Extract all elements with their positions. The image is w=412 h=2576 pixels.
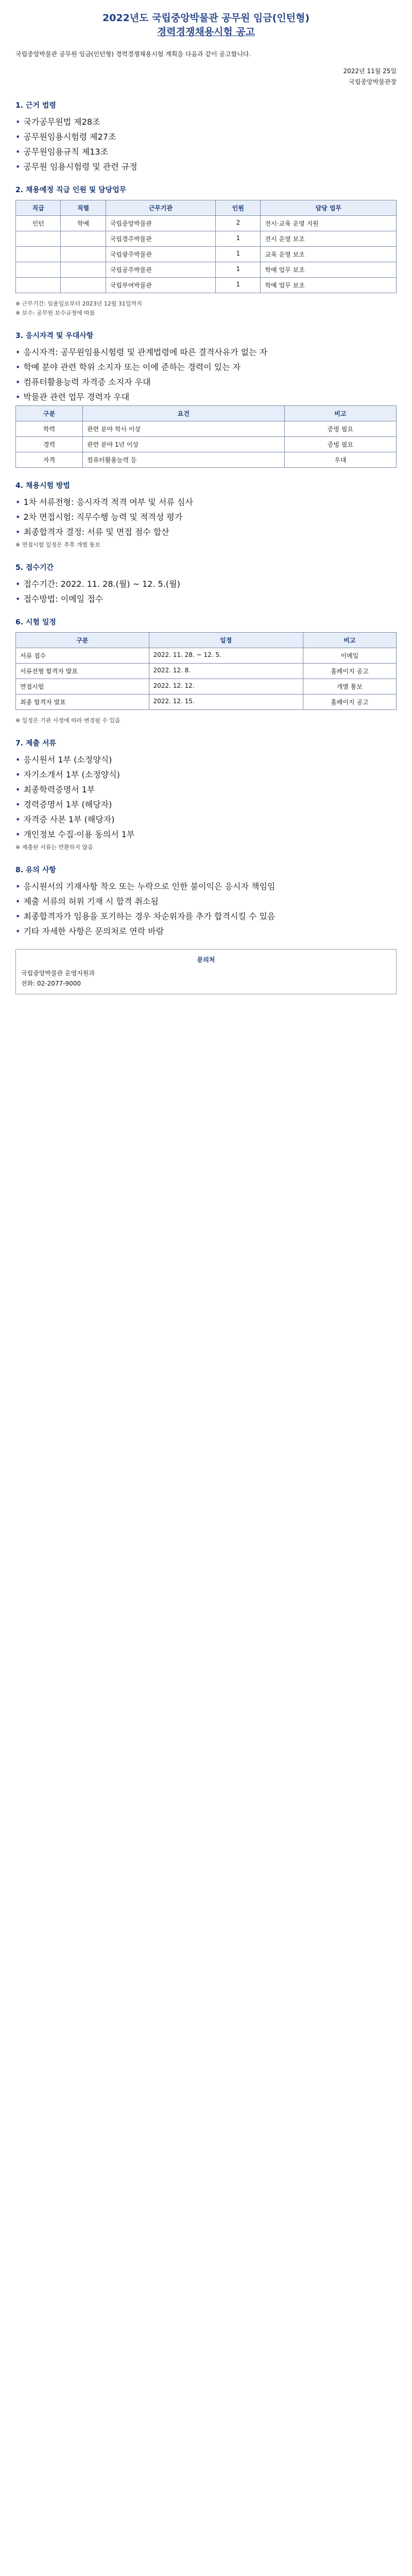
footer-line: 전화: 02-2077-9000 <box>21 980 81 987</box>
section-4-note: ※ 면접시험 일정은 추후 개별 통보 <box>15 541 100 548</box>
bullet-icon: • <box>15 347 21 357</box>
section-1-item: • 국가공무원법 제28조 <box>15 117 100 127</box>
section-8-item: • 최종합격자가 임용을 포기하는 경우 차순위자를 추가 합격시킬 수 있음 <box>15 911 276 921</box>
table-row: 국립부여박물관 1 학예 업무 보조 <box>16 278 397 293</box>
title-line2: 경력경쟁채용시험 공고 <box>157 26 255 38</box>
section-3-item: • 컴퓨터활용능력 자격증 소지자 우대 <box>15 377 151 387</box>
section-1-list <box>15 115 397 172</box>
bullet-icon: • <box>15 882 21 891</box>
section-8-title: 8. 유의 사항 <box>15 866 56 874</box>
bullet-icon: • <box>15 896 21 906</box>
table-header: 담당 업무 <box>261 200 397 216</box>
section-5-item: • 접수방법: 이메일 접수 <box>15 594 104 604</box>
section-3-item: • 응시자격: 공무원임용시험령 및 관계법령에 따른 결격사유가 없는 자 <box>15 347 268 357</box>
table-row: 서류전형 합격자 발표 2022. 12. 8. 홈페이지 공고 <box>16 664 397 679</box>
bullet-icon: • <box>15 911 21 921</box>
section-1-item: • 공무원임용규칙 제13조 <box>15 147 108 157</box>
section-2-note: ※ 근무기간: 임용일로부터 2023년 12월 31일까지 ※ 보수: 공무원 보수규정에 따름 <box>15 300 142 316</box>
table-row: 경력 관련 분야 1년 이상 증빙 필요 <box>16 437 397 452</box>
bullet-icon: • <box>15 770 21 779</box>
intro-text: 국립중앙박물관 공무원 임금(인턴형) 경력경쟁채용시험 계획을 다음과 같이 공고합니다. <box>15 50 251 58</box>
bullet-icon: • <box>15 755 21 765</box>
bullet-icon: • <box>15 785 21 794</box>
section-6-table <box>15 632 397 710</box>
section-2-title: 2. 채용예정 직급 인원 및 담당업무 <box>15 186 127 194</box>
table-row: 최종 합격자 발표 2022. 12. 15. 홈페이지 공고 <box>16 694 397 710</box>
bullet-icon: • <box>15 512 21 522</box>
section-5-title: 5. 접수기간 <box>15 564 54 572</box>
section-3-item: • 박물관 관련 업무 경력자 우대 <box>15 392 130 402</box>
table-header: 직급 <box>16 200 61 216</box>
section-6-title: 6. 시험 일정 <box>15 618 56 626</box>
table-header: 근무기관 <box>106 200 215 216</box>
title-block <box>15 10 397 38</box>
section-6-note: ※ 일정은 기관 사정에 따라 변경될 수 있음 <box>15 717 121 724</box>
table-header: 구분 <box>16 406 83 421</box>
table-header: 인원 <box>216 200 261 216</box>
meta-block <box>15 66 397 88</box>
bullet-icon: • <box>15 362 21 372</box>
meta-org: 국립중앙박물관장 <box>349 78 397 86</box>
section-7-title: 7. 제출 서류 <box>15 739 56 748</box>
bullet-icon: • <box>15 815 21 824</box>
bullet-icon: • <box>15 594 21 604</box>
section-7-item: • 개인정보 수집·이용 동의서 1부 <box>15 829 135 839</box>
table-header: 비고 <box>303 633 396 648</box>
bullet-icon: • <box>15 162 21 172</box>
bullet-icon: • <box>15 800 21 809</box>
table-row: 인턴 학예 국립중앙박물관 2 전시·교육 운영 지원 <box>16 216 397 231</box>
bullet-icon: • <box>15 132 21 142</box>
table-row: 국립광주박물관 1 교육 운영 보조 <box>16 247 397 262</box>
table-row: 학력 관련 분야 학사 이상 증빙 필요 <box>16 421 397 437</box>
section-7-item: • 최종학력증명서 1부 <box>15 785 95 794</box>
table-header: 직렬 <box>61 200 106 216</box>
section-7-item: • 자기소개서 1부 (소정양식) <box>15 770 120 779</box>
table-header: 요건 <box>82 406 284 421</box>
table-header: 일정 <box>149 633 303 648</box>
footer-box <box>15 949 397 994</box>
section-4-item: • 1차 서류전형: 응시자격 적격 여부 및 서류 심사 <box>15 497 193 507</box>
footer-title: 문의처 <box>197 956 215 963</box>
section-5-item: • 접수기간: 2022. 11. 28.(월) ~ 12. 5.(월) <box>15 579 180 589</box>
section-3-title: 3. 응시자격 및 우대사항 <box>15 332 94 340</box>
footer-line: 국립중앙박물관 운영지원과 <box>21 970 95 977</box>
section-8-item: • 제출 서류의 허위 기재 시 합격 취소됨 <box>15 896 159 906</box>
table-row: 면접시험 2022. 12. 12. 개별 통보 <box>16 679 397 694</box>
section-8-list <box>15 880 397 937</box>
section-1-item: • 공무원 임용시험령 및 관련 규정 <box>15 162 138 172</box>
bullet-icon: • <box>15 117 21 127</box>
table-row: 서류 접수 2022. 11. 28. ~ 12. 5. 이메일 <box>16 648 397 664</box>
section-1-item: • 공무원임용시험령 제27조 <box>15 132 116 142</box>
section-2-table <box>15 200 397 293</box>
section-3-table <box>15 405 397 468</box>
table-header: 비고 <box>284 406 396 421</box>
table-row: 자격 컴퓨터활용능력 등 우대 <box>16 452 397 468</box>
bullet-icon: • <box>15 829 21 839</box>
section-7-item: • 응시원서 1부 (소정양식) <box>15 755 112 765</box>
section-7-item: • 자격증 사본 1부 (해당자) <box>15 815 115 824</box>
table-row: 국립경주박물관 1 전시 운영 보조 <box>16 231 397 247</box>
bullet-icon: • <box>15 377 21 387</box>
section-4-item: • 최종합격자 결정: 서류 및 면접 점수 합산 <box>15 527 169 537</box>
section-4-title: 4. 채용시험 방법 <box>15 482 70 490</box>
bullet-icon: • <box>15 497 21 507</box>
bullet-icon: • <box>15 926 21 936</box>
bullet-icon: • <box>15 392 21 402</box>
section-4-item: • 2차 면접시험: 직무수행 능력 및 적격성 평가 <box>15 512 183 522</box>
title-line1: 2022년도 국립중앙박물관 공무원 임금(인턴형) <box>102 12 310 24</box>
bullet-icon: • <box>15 527 21 537</box>
page <box>15 0 397 2576</box>
section-8-item: • 응시원서의 기재사항 착오 또는 누락으로 인한 불이익은 응시자 책임임 <box>15 882 276 891</box>
section-7-item: • 경력증명서 1부 (해당자) <box>15 800 112 809</box>
section-7-note: ※ 제출된 서류는 반환하지 않음 <box>15 844 93 851</box>
table-header: 구분 <box>16 633 149 648</box>
table-row: 국립공주박물관 1 학예 업무 보조 <box>16 262 397 278</box>
bullet-icon: • <box>15 579 21 589</box>
section-5-list <box>15 578 397 604</box>
section-3-item: • 학예 분야 관련 학위 소지자 또는 이에 준하는 경력이 있는 자 <box>15 362 241 372</box>
section-1-title: 1. 근거 법령 <box>15 101 56 110</box>
section-8-item: • 기타 자세한 사항은 문의처로 연락 바람 <box>15 926 164 936</box>
bullet-icon: • <box>15 147 21 157</box>
section-4-list <box>15 496 397 537</box>
meta-date: 2022년 11월 25일 <box>343 67 397 75</box>
section-3-list <box>15 346 397 402</box>
section-7-list <box>15 753 397 840</box>
